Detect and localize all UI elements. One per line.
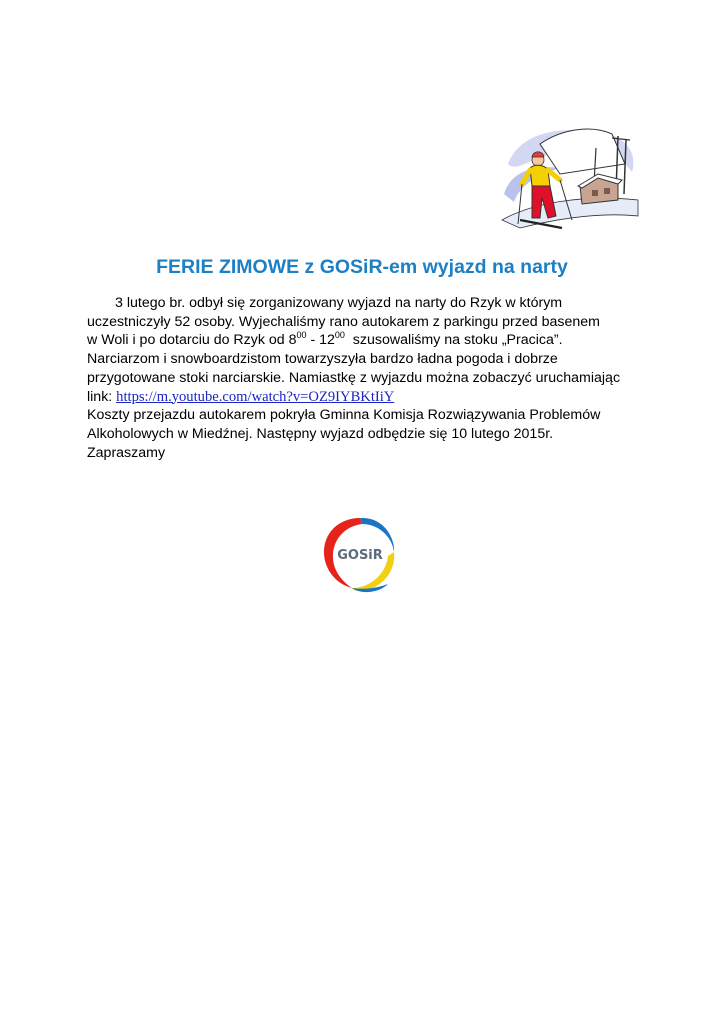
paragraph-line: Narciarzom i snowboardzistom towarzyszyła bardzo ładna pogoda i dobrze bbox=[87, 351, 558, 368]
paragraph-line bbox=[87, 388, 667, 407]
paragraph-line: 3 lutego br. odbył się zorganizowany wyjazd na narty do Rzyk w którym bbox=[115, 295, 563, 311]
skier-clipart bbox=[500, 124, 640, 236]
article-body bbox=[87, 294, 667, 462]
text-fragment: szusowaliśmy na stoku „Pracica”. bbox=[344, 332, 563, 349]
paragraph-line: Alkoholowych w Miedźnej. Następny wyjazd odbędzie się 10 lutego 2015r. bbox=[87, 425, 554, 442]
page-title: FERIE ZIMOWE z GOSiR-em wyjazd na narty bbox=[156, 256, 568, 278]
superscript: 00 bbox=[296, 330, 307, 341]
logo-text: GOSiR bbox=[337, 548, 383, 563]
text-fragment: - 12 bbox=[306, 332, 335, 349]
paragraph-line: Zapraszamy bbox=[87, 444, 166, 461]
paragraph-line: uczestniczyły 52 osoby. Wyjechaliśmy rano autokarem z parkingu przed basenem bbox=[87, 313, 600, 330]
paragraph-line bbox=[87, 331, 667, 350]
paragraph-line: przygotowane stoki narciarskie. Namiastkę z wyjazdu można zobaczyć uruchamiając bbox=[87, 369, 621, 386]
superscript: 00 bbox=[334, 330, 345, 341]
paragraph-line: Koszty przejazdu autokarem pokryła Gminna Komisja Rozwiązywania Problemów bbox=[87, 407, 601, 424]
gosir-logo bbox=[318, 514, 402, 594]
text-fragment: w Woli i po dotarciu do Rzyk od 8 bbox=[87, 332, 297, 349]
youtube-link[interactable]: https://m.youtube.com/watch?v=OZ9IYBKtIiY bbox=[116, 388, 395, 405]
link-prefix: link: bbox=[87, 388, 117, 405]
